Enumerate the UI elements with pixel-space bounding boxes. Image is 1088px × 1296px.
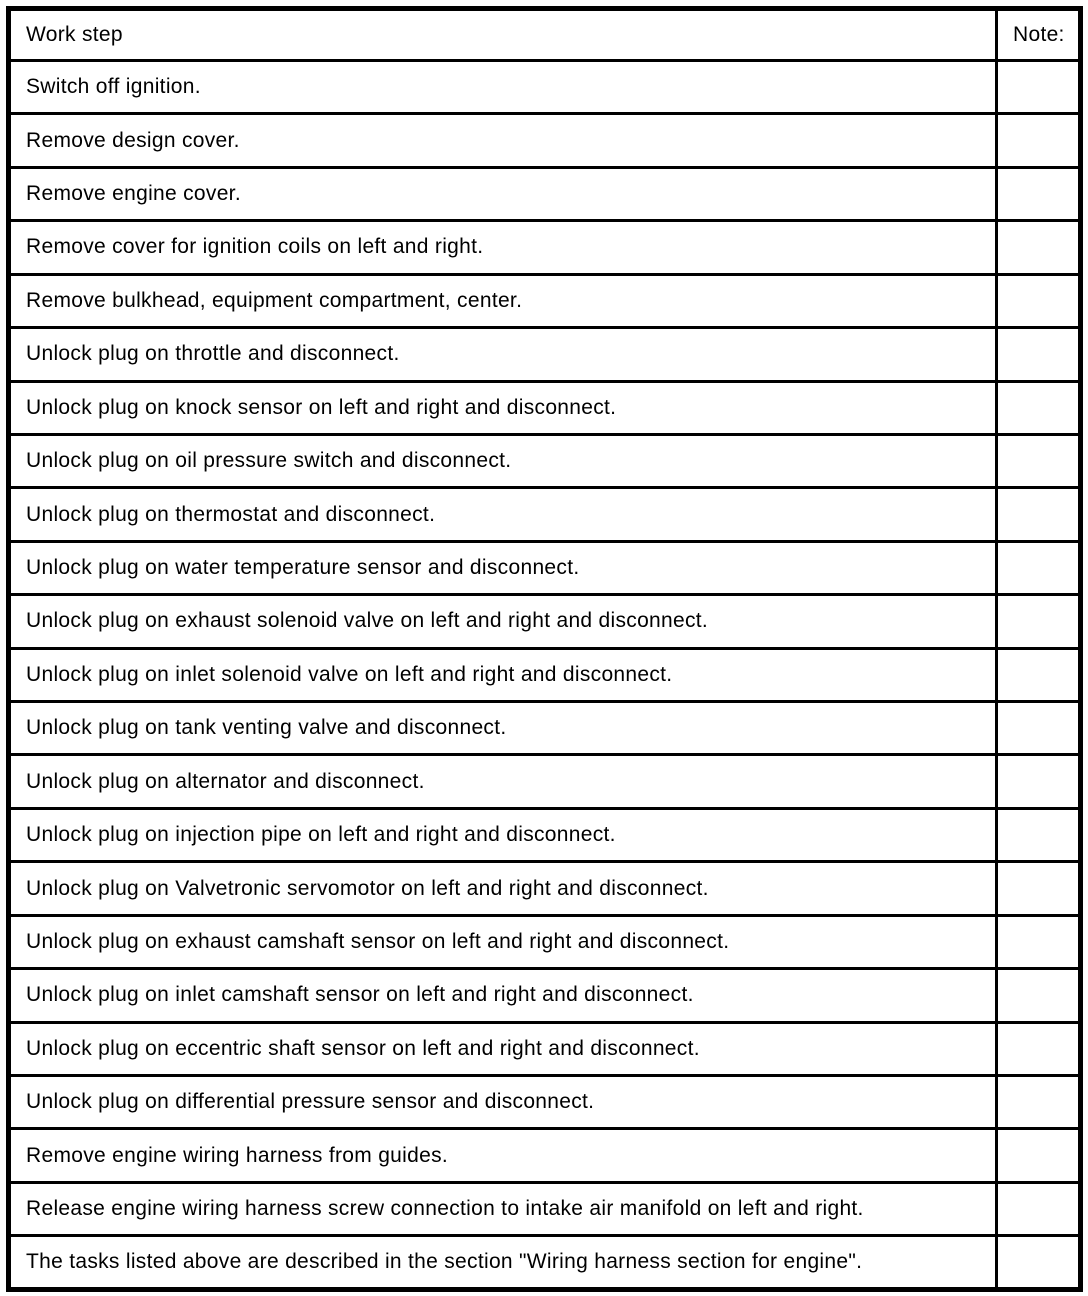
work-step-cell: Unlock plug on alternator and disconnect. [9, 755, 997, 808]
work-step-cell: Remove bulkhead, equipment compartment, center. [9, 274, 997, 327]
table-row [9, 1236, 1081, 1290]
table-row [9, 488, 1081, 541]
note-cell [997, 221, 1081, 274]
table-row [9, 61, 1081, 114]
work-step-table [6, 6, 1083, 1292]
table-row [9, 969, 1081, 1022]
table-row [9, 221, 1081, 274]
work-step-cell: Unlock plug on knock sensor on left and right and disconnect. [9, 381, 997, 434]
note-cell [997, 915, 1081, 968]
table-row [9, 274, 1081, 327]
table-row [9, 648, 1081, 701]
table-row [9, 541, 1081, 594]
table-row [9, 808, 1081, 861]
work-step-cell: Switch off ignition. [9, 61, 997, 114]
work-step-cell: Remove engine cover. [9, 167, 997, 220]
note-cell [997, 434, 1081, 487]
table-row [9, 114, 1081, 167]
work-step-document [6, 6, 1083, 1292]
work-step-cell: Remove design cover. [9, 114, 997, 167]
table-row [9, 1022, 1081, 1075]
note-cell [997, 1182, 1081, 1235]
work-step-cell: Remove cover for ignition coils on left and right. [9, 221, 997, 274]
note-cell [997, 1076, 1081, 1129]
table-row [9, 915, 1081, 968]
work-step-column-header: Work step [9, 9, 997, 61]
work-step-cell: Unlock plug on exhaust camshaft sensor on left and right and disconnect. [9, 915, 997, 968]
note-cell [997, 274, 1081, 327]
note-column-header: Note: [997, 9, 1081, 61]
note-cell [997, 755, 1081, 808]
table-row [9, 434, 1081, 487]
note-cell [997, 328, 1081, 381]
work-step-cell: Unlock plug on oil pressure switch and disconnect. [9, 434, 997, 487]
note-cell [997, 167, 1081, 220]
table-row [9, 1076, 1081, 1129]
note-cell [997, 488, 1081, 541]
work-step-cell: Unlock plug on inlet camshaft sensor on left and right and disconnect. [9, 969, 997, 1022]
work-step-cell: Release engine wiring harness screw connection to intake air manifold on left and right. [9, 1182, 997, 1235]
work-step-cell: The tasks listed above are described in the section "Wiring harness section for engine". [9, 1236, 997, 1290]
table-row [9, 328, 1081, 381]
work-step-cell: Unlock plug on throttle and disconnect. [9, 328, 997, 381]
table-row [9, 167, 1081, 220]
note-cell [997, 648, 1081, 701]
note-cell [997, 808, 1081, 861]
work-step-cell: Unlock plug on water temperature sensor and disconnect. [9, 541, 997, 594]
note-cell [997, 61, 1081, 114]
note-cell [997, 862, 1081, 915]
work-step-cell: Unlock plug on eccentric shaft sensor on left and right and disconnect. [9, 1022, 997, 1075]
note-cell [997, 114, 1081, 167]
table-row [9, 1182, 1081, 1235]
note-cell [997, 541, 1081, 594]
table-row [9, 702, 1081, 755]
note-cell [997, 381, 1081, 434]
table-row [9, 862, 1081, 915]
work-step-cell: Unlock plug on injection pipe on left and right and disconnect. [9, 808, 997, 861]
work-step-cell: Unlock plug on exhaust solenoid valve on left and right and disconnect. [9, 595, 997, 648]
work-step-cell: Unlock plug on differential pressure sensor and disconnect. [9, 1076, 997, 1129]
note-cell [997, 702, 1081, 755]
table-row [9, 381, 1081, 434]
work-step-cell: Unlock plug on thermostat and disconnect. [9, 488, 997, 541]
table-header-row [9, 9, 1081, 61]
work-step-cell: Unlock plug on tank venting valve and disconnect. [9, 702, 997, 755]
note-cell [997, 1236, 1081, 1290]
work-step-cell: Remove engine wiring harness from guides. [9, 1129, 997, 1182]
table-row [9, 595, 1081, 648]
note-cell [997, 1022, 1081, 1075]
table-row [9, 1129, 1081, 1182]
note-cell [997, 595, 1081, 648]
work-step-cell: Unlock plug on inlet solenoid valve on left and right and disconnect. [9, 648, 997, 701]
table-body [9, 61, 1081, 1290]
work-step-cell: Unlock plug on Valvetronic servomotor on left and right and disconnect. [9, 862, 997, 915]
note-cell [997, 1129, 1081, 1182]
table-row [9, 755, 1081, 808]
note-cell [997, 969, 1081, 1022]
